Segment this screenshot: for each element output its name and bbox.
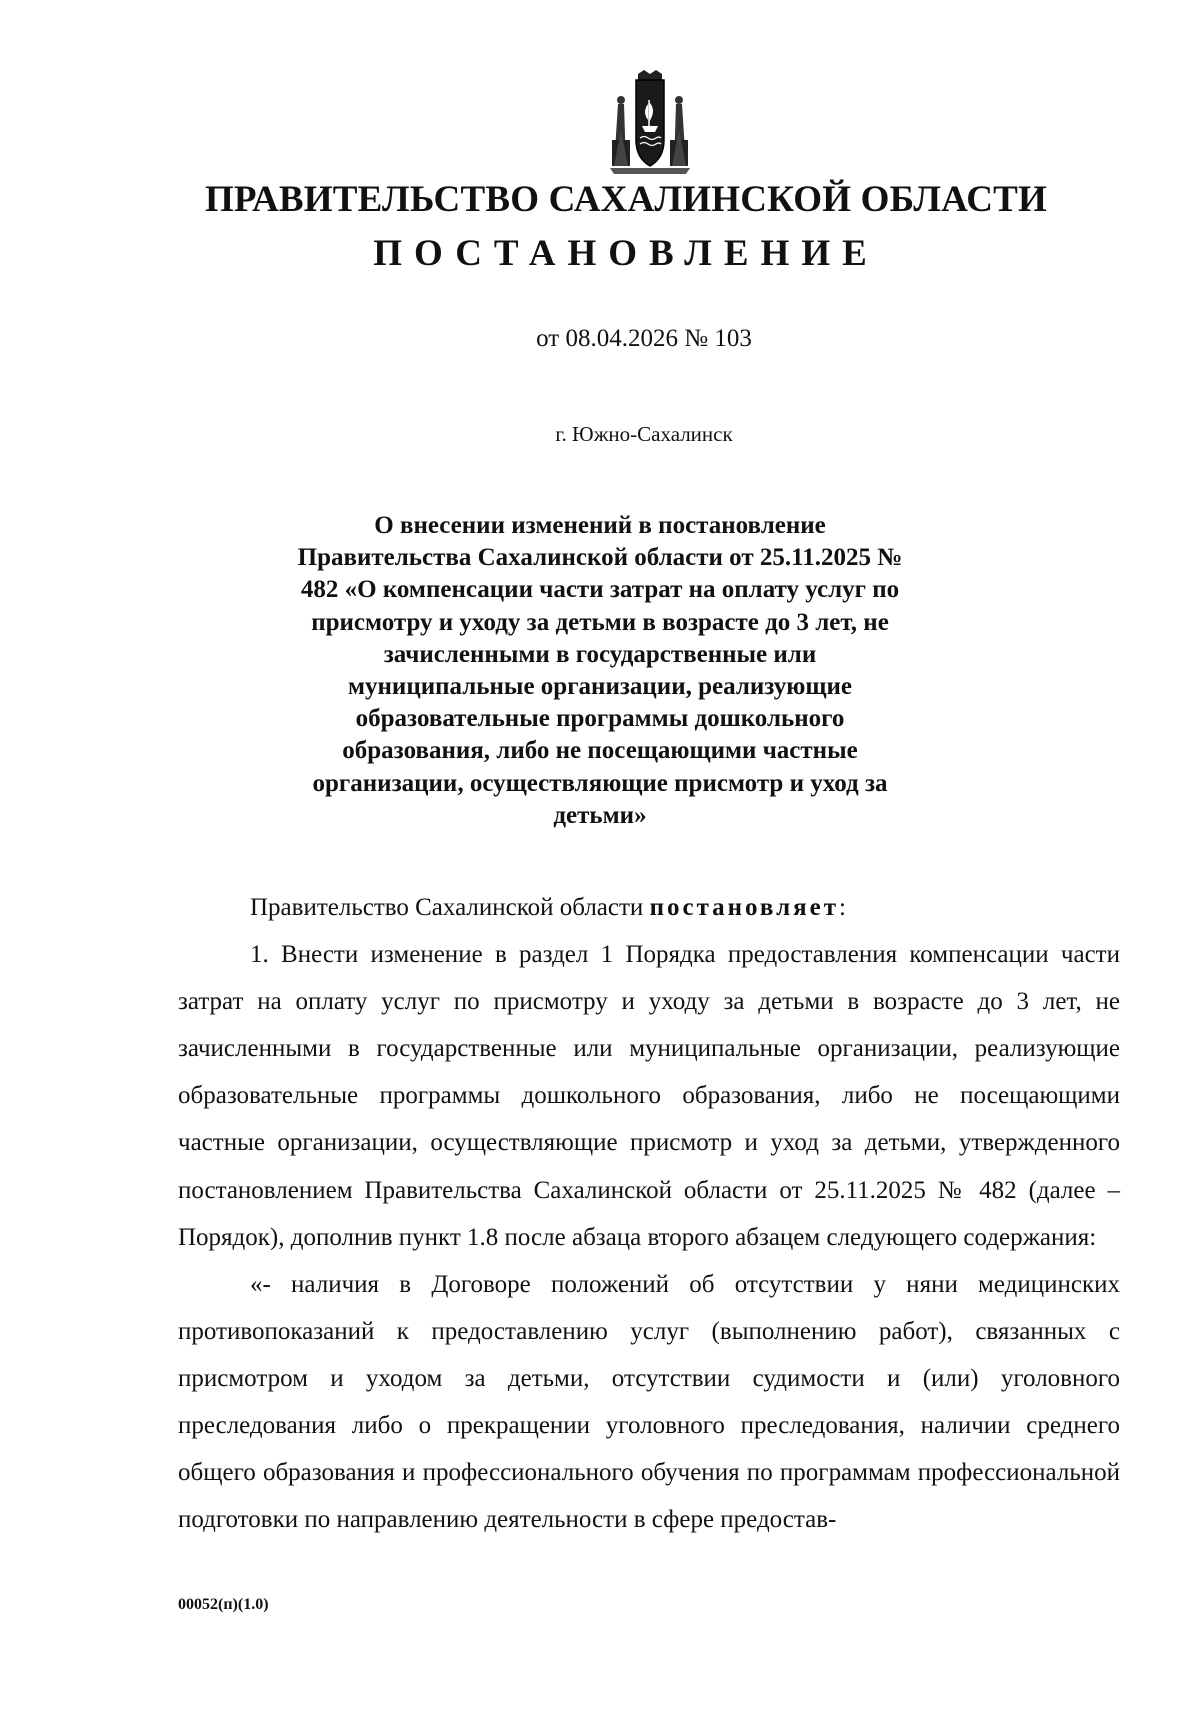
paragraph-1: 1. Внести изменение в раздел 1 Порядка предоставления компенсации части затрат на оплату услуг по присмотру и уходу за детьми в возрасте до 3 лет, не зачисленными в государственные или муниципальные организации, реализующие образовательные программы дошкольного образования, либо не посещающими частные организации, осуществляющие присмотр и уход за детьми, утвержденного постановлением Правительства Сахалинской области от 25.11.2025 № 482 (далее – Порядок), дополнив пункт 1.8 после абзаца второго абзацем следующего содержания: (178, 941, 1120, 1251)
preamble-verb: постановляет (649, 894, 840, 921)
preamble-lead: Правительство Сахалинской области (250, 894, 650, 921)
document-body (178, 884, 1120, 1543)
document-city: г. Южно-Сахалинск (555, 422, 733, 446)
paragraph-2: «- наличия в Договоре положений об отсутствии у няни медицинских противопоказаний к предоставлению услуг (выполнению работ), связанных с присмотром и уходом за детьми, отсутствии судимости и (или) уголовного преследования либо о прекращении уголовного преследования, наличии среднего общего образования и профессионального обучения по программам профессиональной подготовки по направлению деятельности в сфере предостав- (178, 1270, 1120, 1534)
document-subject: О внесении изменений в постановление Правительства Сахалинской области от 25.11.2025 № 482 «О компенсации части затрат на оплату услуг по присмотру и уходу за детьми в возрасте до 3 лет, не зачисленными в государственные или муниципальные организации, реализующие образовательные программы дошкольного образования, либо не посещающими частные организации, осуществляющие присмотр и уход за детьми» (297, 512, 903, 829)
organization-title: ПРАВИТЕЛЬСТВО САХАЛИНСКОЙ ОБЛАСТИ (204, 179, 1048, 220)
sakhalin-coat-of-arms-icon (604, 70, 696, 178)
form-code: 00052(п)(1.0) (178, 1596, 269, 1613)
preamble-tail: : (839, 894, 846, 921)
preamble (178, 884, 1120, 931)
document-type: ПОСТАНОВЛЕНИЕ (373, 233, 879, 274)
document-date-number: от 08.04.2026 № 103 (536, 325, 752, 352)
